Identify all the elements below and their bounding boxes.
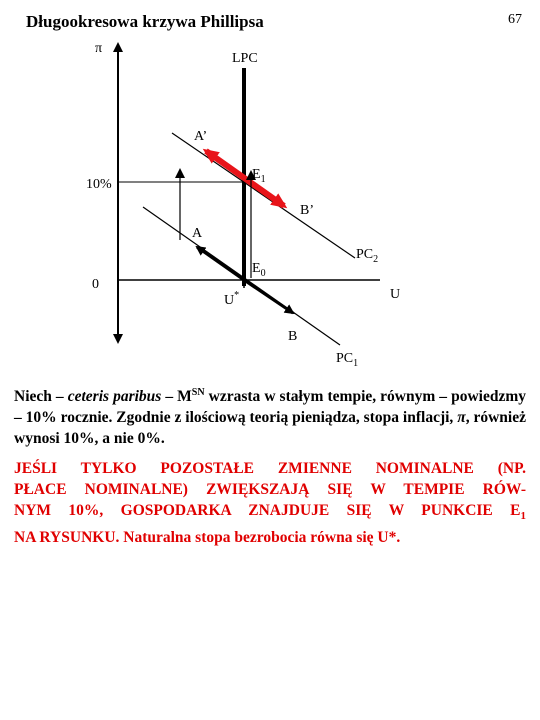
point-a-prime-label: A’	[194, 129, 208, 144]
arrow-e0-to-a	[197, 247, 244, 280]
point-b-prime-label: B’	[300, 203, 314, 218]
conclusion-line-2: PŁACE NOMINALNE) ZWIĘKSZAJĄ SIĘ W TEMPIE RÓW-	[14, 481, 526, 498]
page-title: Długookresowa krzywa Phillipsa	[26, 12, 264, 31]
pi-axis-label: π	[95, 41, 103, 56]
inflation-10-label: 10%	[86, 177, 112, 192]
pc1-label: $PC_1$	[336, 351, 359, 369]
conclusion-line-4: NA RYSUNKU. Naturalna stopa bezrobocia równa się U*.	[14, 529, 401, 547]
point-e0-label: $E_0$	[252, 261, 266, 279]
page-number: 67	[508, 12, 522, 27]
arrow-e0-to-b	[244, 280, 293, 313]
ceteris-paribus-phrase: ceteris paribus	[67, 388, 162, 406]
explanation-paragraph: Niech – ceteris paribus – $M^{SN}$ wzrasta w stałym tempie, równym – powiedzmy – 10% rocznie. Zgodnie z ilościową teorią pieniądza, stopa inflacji, π, również wynosi 10%, a nie 0%.	[14, 387, 527, 448]
conclusion-line-1: JEŚLI TYLKO POZOSTAŁE ZMIENNE NOMINALNE (NP.	[14, 460, 526, 477]
lpc-label: LPC	[232, 51, 258, 66]
red-conclusion-paragraph	[14, 458, 526, 548]
inflation-0-label: 0	[92, 277, 99, 292]
point-a-label: A	[192, 226, 203, 241]
point-e1-label: $E_1$	[252, 167, 266, 185]
pc2-label: $PC_2$	[356, 247, 379, 265]
natural-rate-label: U*	[224, 290, 240, 308]
conclusion-line-3: NYM 10%, GOSPODARKA ZNAJDUJE SIĘ W PUNKCIE $E_1$	[14, 502, 526, 523]
u-axis-label: U	[390, 287, 401, 302]
point-b-label: B	[288, 329, 298, 344]
